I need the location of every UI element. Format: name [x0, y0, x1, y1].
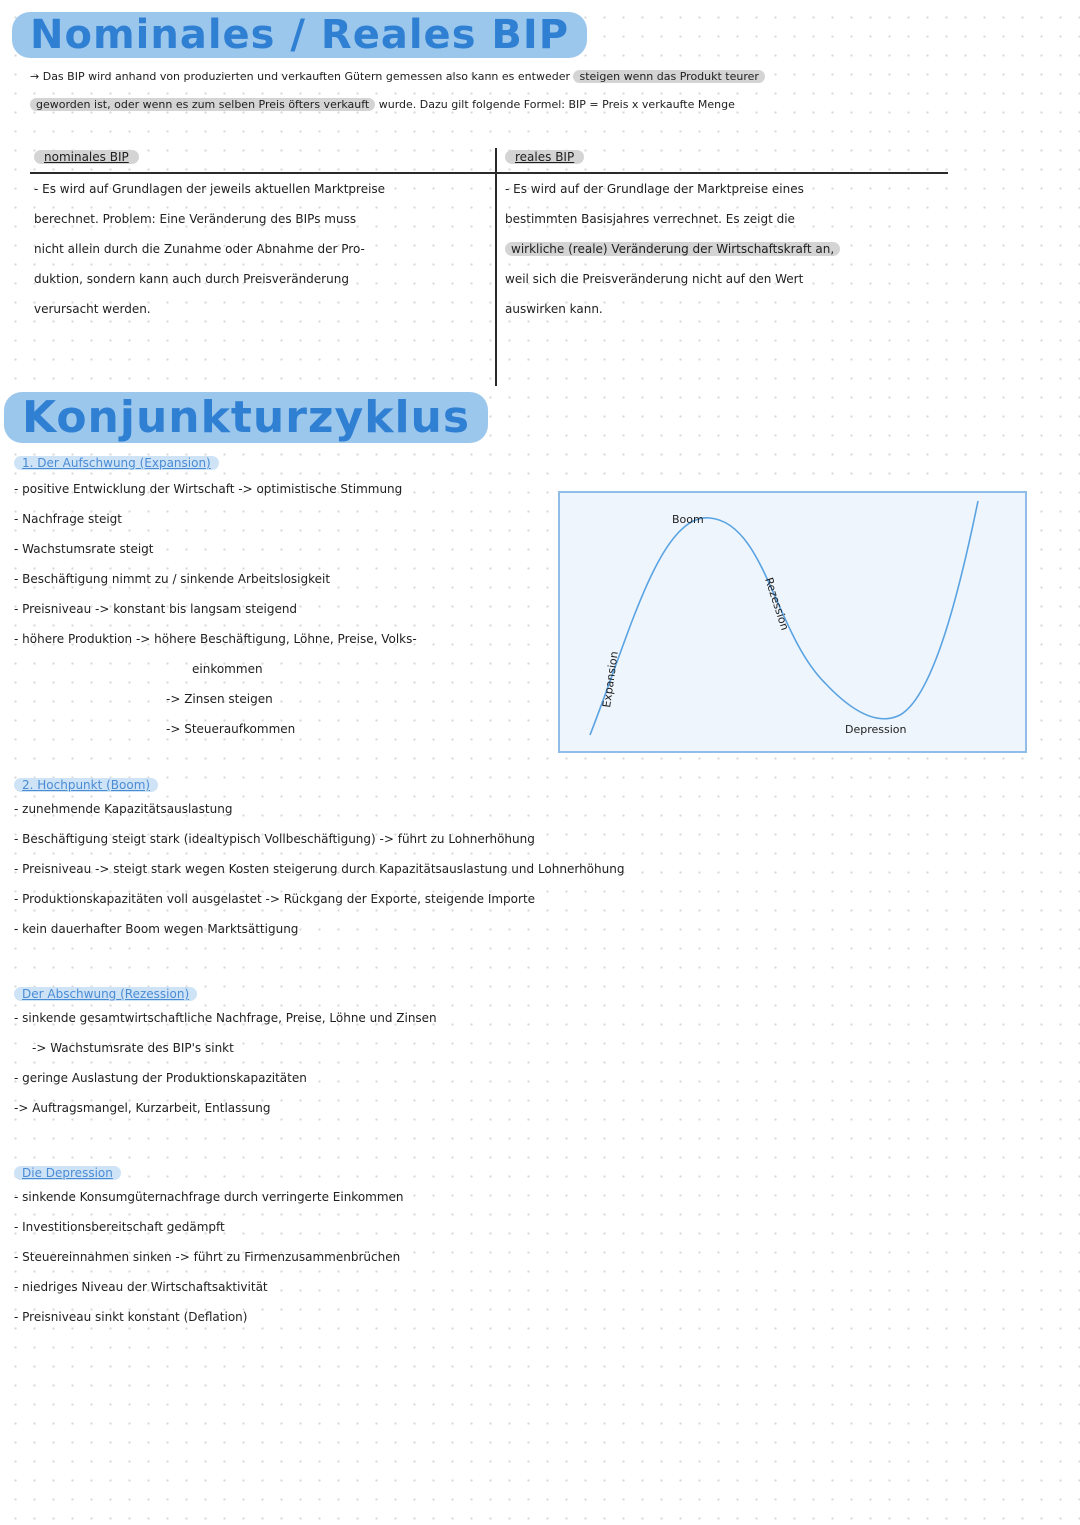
list-item: -> Zinsen steigen: [166, 692, 273, 706]
list-item: einkommen: [192, 662, 263, 676]
depression-heading: [14, 1166, 714, 1180]
intro-line-2: [30, 90, 765, 120]
chart-label-rezession: Rezession: [762, 575, 792, 632]
table-column-divider: [495, 148, 497, 386]
aufschwung-list: [14, 474, 544, 744]
rezession-heading: [14, 987, 714, 1001]
list-item: - Es wird auf Grundlagen der jeweils aktuellen Marktpreise: [34, 182, 386, 196]
page-title-bip: [12, 12, 587, 58]
list-item: - sinkende Konsumgüternachfrage durch verringerte Einkommen: [14, 1190, 404, 1204]
aufschwung-heading: [14, 456, 544, 470]
rezession-heading-text: Der Abschwung (Rezession): [14, 987, 197, 1001]
list-item: - Preisniveau -> konstant bis langsam steigend: [14, 602, 298, 616]
list-item: - zunehmende Kapazitätsauslastung: [14, 802, 233, 816]
list-item: berechnet. Problem: Eine Veränderung des BIPs muss: [34, 212, 357, 226]
title-konjunktur-text: Konjunkturzyklus: [4, 392, 488, 443]
intro-line-1: [30, 62, 765, 92]
list-item: - Es wird auf der Grundlage der Marktpreise eines: [505, 182, 804, 196]
list-item: bestimmten Basisjahres verrechnet. Es zeigt die: [505, 212, 795, 226]
list-item: - Investitionsbereitschaft gedämpft: [14, 1220, 225, 1234]
chart-label-depression: Depression: [845, 723, 907, 736]
boom-heading-text: 2. Hochpunkt (Boom): [14, 778, 158, 792]
list-item: nicht allein durch die Zunahme oder Abnahme der Pro-: [34, 242, 365, 256]
depression-heading-text: Die Depression: [14, 1166, 121, 1180]
list-item: - niedriges Niveau der Wirtschaftsaktivität: [14, 1280, 268, 1294]
nominal-bip-heading-text: nominales BIP: [34, 150, 139, 164]
boom-section: [14, 778, 914, 944]
nominal-bip-section: [34, 150, 489, 324]
nominal-bip-heading: [34, 150, 489, 164]
intro-line-2-a: geworden ist, oder wenn es zum selben Preis öfters verkauft: [30, 98, 375, 111]
konjunktur-chart-svg: [560, 493, 1025, 751]
nominal-bip-list: [34, 174, 489, 324]
list-item: -> Wachstumsrate des BIP's sinkt: [32, 1041, 234, 1055]
list-item: - Preisniveau sinkt konstant (Deflation): [14, 1310, 248, 1324]
list-item: - Beschäftigung steigt stark (idealtypisch Vollbeschäftigung) -> führt zu Lohnerhöhung: [14, 832, 535, 846]
real-bip-section: [505, 150, 955, 324]
intro-line-1-a: Das BIP wird anhand von produzierten und verkauften Gütern gemessen also kann es entweder: [42, 70, 570, 83]
aufschwung-heading-text: 1. Der Aufschwung (Expansion): [14, 456, 219, 470]
list-item: - Nachfrage steigt: [14, 512, 122, 526]
page-title-konjunktur: [4, 392, 488, 443]
list-item: -> Auftragsmangel, Kurzarbeit, Entlassung: [14, 1101, 271, 1115]
list-item: auswirken kann.: [505, 302, 603, 316]
depression-section: [14, 1166, 714, 1332]
list-item: - höhere Produktion -> höhere Beschäftigung, Löhne, Preise, Volks-: [14, 632, 417, 646]
highlighted-text: wirkliche (reale) Veränderung der Wirtschaftskraft an,: [505, 242, 840, 256]
list-item: [505, 234, 955, 264]
list-item: - Produktionskapazitäten voll ausgelastet -> Rückgang der Exporte, steigende Importe: [14, 892, 536, 906]
list-item: -> Steueraufkommen: [166, 722, 296, 736]
real-bip-heading: [505, 150, 955, 164]
intro-line-1-b: steigen wenn das Produkt teurer: [573, 70, 764, 83]
list-item: - geringe Auslastung der Produktionskapazitäten: [14, 1071, 307, 1085]
list-item: duktion, sondern kann auch durch Preisveränderung: [34, 272, 349, 286]
title-bip-text: Nominales / Reales BIP: [12, 12, 587, 58]
list-item: - positive Entwicklung der Wirtschaft -> optimistische Stimmung: [14, 482, 403, 496]
real-bip-heading-text: reales BIP: [505, 150, 584, 164]
list-item: - Beschäftigung nimmt zu / sinkende Arbeitslosigkeit: [14, 572, 331, 586]
chart-label-boom: Boom: [672, 513, 704, 526]
boom-list: [14, 794, 914, 944]
konjunktur-chart: [558, 491, 1027, 753]
list-item: verursacht werden.: [34, 302, 151, 316]
boom-heading: [14, 778, 914, 792]
intro-text: [30, 62, 765, 120]
list-item: - Wachstumsrate steigt: [14, 542, 154, 556]
depression-list: [14, 1182, 714, 1332]
intro-line-2-b: wurde. Dazu gilt folgende Formel: BIP = Preis x verkaufte Menge: [378, 98, 735, 111]
real-bip-list: [505, 174, 955, 324]
list-item: - Steuereinnahmen sinken -> führt zu Firmenzusammenbrüchen: [14, 1250, 401, 1264]
list-item: - kein dauerhafter Boom wegen Marktsättigung: [14, 922, 299, 936]
chart-label-expansion: Expansion: [600, 650, 621, 709]
arrow-right-icon: →: [30, 70, 40, 83]
list-item: - Preisniveau -> steigt stark wegen Kosten steigerung durch Kapazitätsauslastung und Lohnerhöhung: [14, 862, 625, 876]
list-item: - sinkende gesamtwirtschaftliche Nachfrage, Preise, Löhne und Zinsen: [14, 1011, 437, 1025]
aufschwung-section: [14, 456, 544, 744]
list-item: weil sich die Preisveränderung nicht auf den Wert: [505, 272, 804, 286]
rezession-section: [14, 987, 714, 1123]
rezession-list: [14, 1003, 714, 1123]
